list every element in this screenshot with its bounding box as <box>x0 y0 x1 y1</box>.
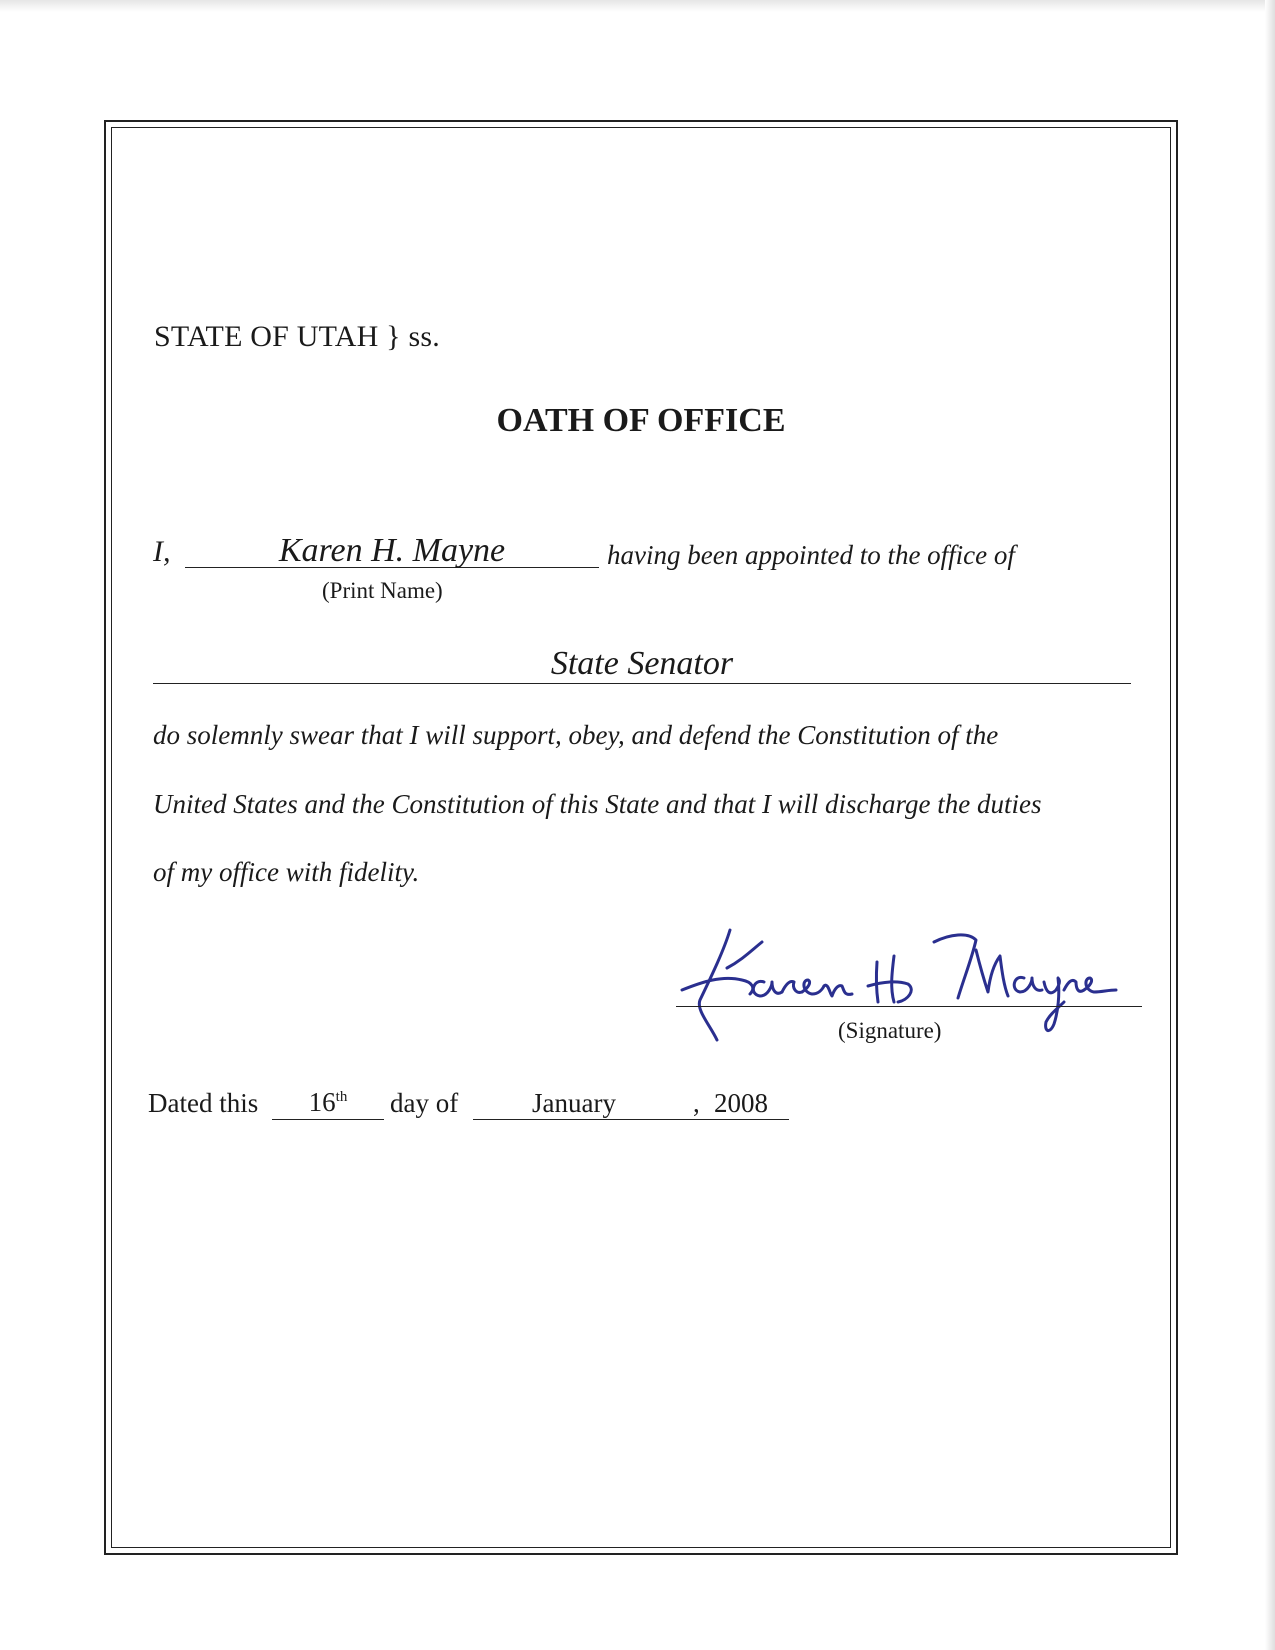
year-value: 2008 <box>714 1088 768 1118</box>
date-comma: , <box>693 1088 700 1118</box>
oath-body-line-3: of my office with fidelity. <box>153 857 420 887</box>
day-line <box>272 1119 384 1120</box>
office-line <box>153 683 1131 684</box>
office-value: State Senator <box>550 645 734 682</box>
document-title: OATH OF OFFICE <box>496 402 786 439</box>
oath-body-line-2: United States and the Constitution of this State and that I will discharge the duties <box>153 789 1042 819</box>
appointed-text: having been appointed to the office of <box>607 540 1015 570</box>
state-heading: STATE OF UTAH } ss. <box>154 320 440 353</box>
scan-edge-top <box>0 0 1275 12</box>
print-name-value: Karen H. Mayne <box>278 532 506 569</box>
print-name-label: (Print Name) <box>322 578 443 603</box>
day-of-label: day of <box>390 1088 459 1118</box>
dated-label: Dated this <box>148 1088 259 1118</box>
signature-line <box>676 1006 1142 1007</box>
month-value: January <box>532 1088 616 1118</box>
signature-label: (Signature) <box>838 1018 942 1043</box>
month-year-line <box>473 1119 789 1120</box>
scan-edge-right <box>1265 0 1275 1650</box>
oath-pronoun: I, <box>153 535 171 568</box>
day-number: 16 <box>308 1087 336 1117</box>
oath-body-line-1: do solemnly swear that I will support, obey, and defend the Constitution of the <box>153 720 999 750</box>
day-suffix: th <box>335 1089 348 1105</box>
day-value <box>272 1087 384 1118</box>
